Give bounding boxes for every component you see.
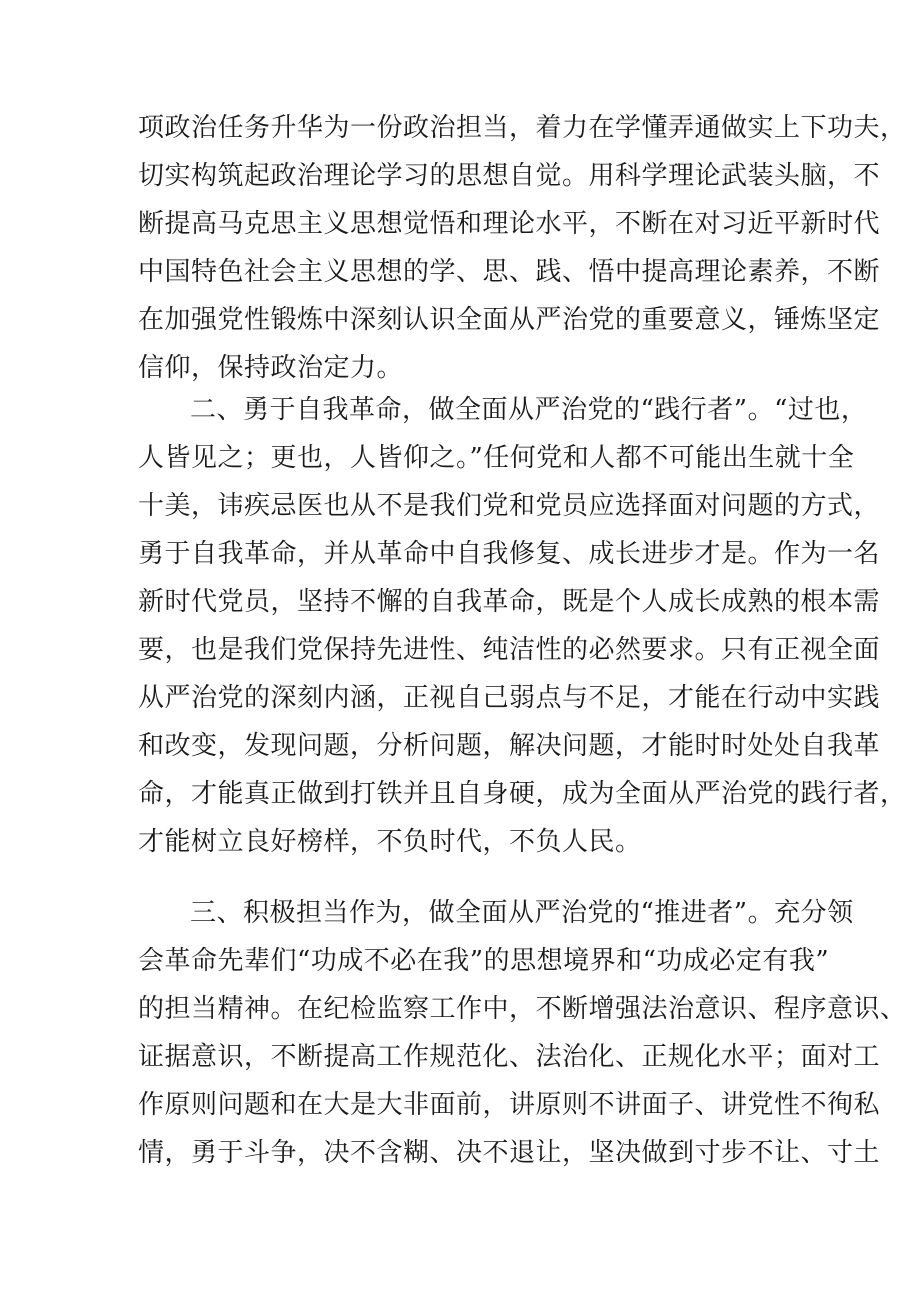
text-line: 才能树立良好榜样，不负时代，不负人民。 xyxy=(138,827,642,857)
text-line: 在加强党性锻炼中深刻认识全面从严治党的重要意义，锤炼坚定 xyxy=(138,305,881,335)
text-line: 中国特色社会主义思想的学、思、践、悟中提高理论素养，不断 xyxy=(138,257,881,287)
text-line: 作原则问题和在大是大非面前，讲原则不讲面子、讲党性不徇私 xyxy=(138,1090,881,1120)
text-line: 信仰，保持政治定力。 xyxy=(138,353,404,383)
section-heading-line: 二、勇于自我革命，做全面从严治党的“践行者”。“过也， xyxy=(190,395,868,425)
text-line: 要，也是我们党保持先进性、纯洁性的必然要求。只有正视全面 xyxy=(138,635,881,665)
text-line: 的担当精神。在纪检监察工作中，不断增强法治意识、程序意识、 xyxy=(138,994,907,1024)
paragraph-section-two xyxy=(138,386,907,866)
text-line: 项政治任务升华为一份政治担当，着力在学懂弄通做实上下功夫， xyxy=(138,113,907,143)
text-line: 断提高马克思主义思想觉悟和理论水平，不断在对习近平新时代 xyxy=(138,209,881,239)
paragraph-section-three xyxy=(138,889,907,1177)
text-line: 十美，讳疾忌医也从不是我们党和党员应选择面对问题的方式， xyxy=(138,491,881,521)
text-line: 证据意识，不断提高工作规范化、法治化、正规化水平；面对工 xyxy=(138,1042,881,1072)
text-line: 新时代党员，坚持不懈的自我革命，既是个人成长成熟的根本需 xyxy=(138,587,881,617)
text-line: 和改变，发现问题，分析问题，解决问题，才能时时处处自我革 xyxy=(138,731,881,761)
text-line: 从严治党的深刻内涵，正视自己弱点与不足，才能在行动中实践 xyxy=(138,683,881,713)
text-line: 命，才能真正做到打铁并且自身硬，成为全面从严治党的践行者， xyxy=(138,779,907,809)
text-line: 勇于自我革命，并从革命中自我修复、成长进步才是。作为一名 xyxy=(138,539,881,569)
text-line: 切实构筑起政治理论学习的思想自觉。用科学理论武装头脑，不 xyxy=(138,161,881,191)
paragraph-continued-study xyxy=(138,104,907,392)
text-line: 会革命先辈们“功成不必在我”的思想境界和“功成必定有我” xyxy=(138,946,830,976)
section-heading-line: 三、积极担当作为，做全面从严治党的“推进者”。充分领 xyxy=(190,898,854,928)
text-line: 情，勇于斗争，决不含糊、决不退让，坚决做到寸步不让、寸土 xyxy=(138,1138,881,1168)
text-line: 人皆见之；更也，人皆仰之。”任何党和人都不可能出生就十全 xyxy=(138,443,855,473)
